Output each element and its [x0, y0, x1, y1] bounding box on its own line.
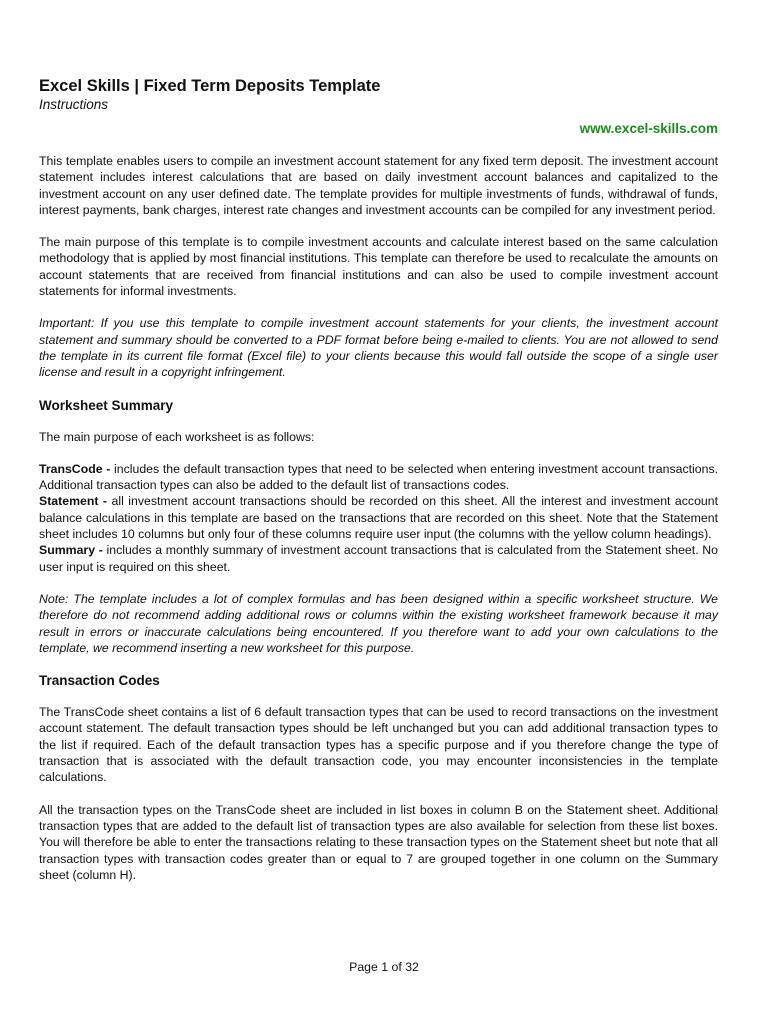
worksheet-term: Summary -	[39, 543, 103, 558]
document-page	[39, 76, 718, 883]
document-title: Excel Skills | Fixed Term Deposits Template	[39, 77, 381, 95]
transaction-codes-heading: Transaction Codes	[39, 673, 160, 689]
worksheet-description: includes a monthly summary of investment account transactions that is calculated from the Statement sheet. No user input is required on this sheet.	[39, 543, 718, 574]
worksheet-item-statement	[39, 493, 718, 542]
website-link[interactable]: www.excel-skills.com	[579, 121, 718, 136]
intro-paragraph-2: The main purpose of this template is to compile investment accounts and calculate interest based on the same calculation methodology that is applied by most financial institutions. This template can therefore be used to recalculate the amounts on account statements that are received from financial institutions and can also be used to compile investment account statements for informal investments.	[39, 235, 718, 299]
page-number: Page 1 of 32	[349, 960, 419, 974]
worksheet-description: all investment account transactions should be recorded on this sheet. All the interest and investment account balance calculations in this template are based on the transactions that are recorded on this sheet. Note that the Statement sheet includes 10 columns but only four of these columns require user input (the columns with the yellow column headings).	[39, 494, 718, 542]
document-subtitle: Instructions	[39, 97, 109, 112]
worksheet-term: TransCode -	[39, 461, 111, 476]
worksheet-description: includes the default transaction types that need to be selected when entering investment account transactions. Additional transaction types can also be added to the default list of transactions codes.	[39, 461, 719, 493]
worksheet-item-transcode	[39, 461, 718, 494]
worksheet-summary-lead: The main purpose of each worksheet is as follows:	[39, 429, 315, 444]
template-note: Note: The template includes a lot of complex formulas and has been designed within a specific worksheet structure. We therefore do not recommend adding additional rows or columns within the existing worksheet framework because it may result in errors or inaccurate calculations being encountered. If you therefore want to add your own calculations to the template, we recommend inserting a new worksheet for this purpose.	[39, 591, 718, 655]
worksheet-term: Statement -	[39, 494, 108, 509]
transaction-codes-paragraph-2: All the transaction types on the TransCode sheet are included in list boxes in column B on the Statement sheet. Additional transaction types that are added to the default list of transaction types are also available for selection from these list boxes. You will therefore be able to enter the transactions relating to these transaction types on the Statement sheet but note that all transaction types with transaction codes greater than or equal to 7 are grouped together in one column on the Summary sheet (column H).	[39, 802, 718, 882]
worksheet-item-summary	[39, 542, 718, 575]
worksheet-summary-heading: Worksheet Summary	[39, 397, 174, 413]
important-note: Important: If you use this template to compile investment account statements for your clients, the investment account statement and summary should be converted to a PDF format before being e-mailed to clients. You are not allowed to send the template in its current file format (Excel file) to your clients because this would fall outside the scope of a single user license and result in a copyright infringement.	[39, 316, 718, 380]
transaction-codes-paragraph-1: The TransCode sheet contains a list of 6 default transaction types that can be used to record transactions on the investment account statement. The default transaction types should be left unchanged but you can add additional transaction types to the list if required. Each of the default transaction types has a specific purpose and if you therefore change the type of transaction that is associated with the default transaction code, you may encounter inconsistencies in the template calculations.	[39, 705, 718, 785]
intro-paragraph-1: This template enables users to compile an investment account statement for any fixed term deposit. The investment account statement includes interest calculations that are based on daily investment account balances and capitalized to the investment account on any user defined date. The template provides for multiple investments of funds, withdrawal of funds, interest payments, bank charges, interest rate changes and investment accounts can be compiled for any investment period.	[39, 154, 718, 217]
